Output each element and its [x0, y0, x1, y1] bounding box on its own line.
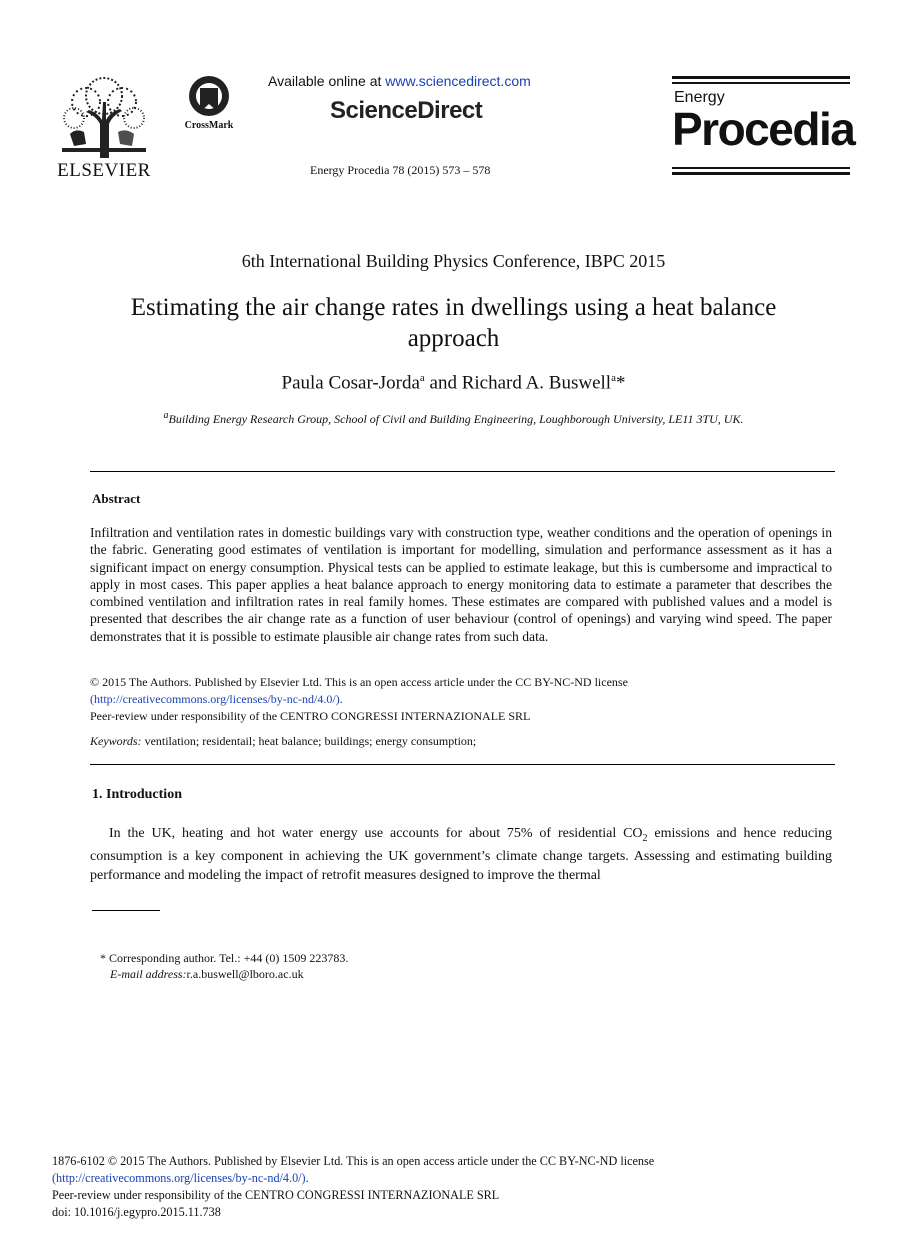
author-name: Richard A. Buswell: [461, 372, 612, 394]
affiliation-text: Building Energy Research Group, School of Civil and Building Engineering, Loughborough University, LE11 3TU, UK.: [168, 412, 744, 426]
energy-procedia-logo: [672, 74, 855, 178]
affiliation-marker: a: [611, 372, 616, 384]
author-joiner: and: [424, 372, 462, 394]
corresponding-marker: *: [615, 372, 626, 394]
doi[interactable]: doi: 10.1016/j.egypro.2015.11.738: [52, 1205, 221, 1219]
intro-text-part: emissions and hence reducing consumption is a key component in achieving the UK government’s climate change targets. Assessing and estimating building performance and modeling the impact of retrofit measures designed to improve the thermal: [90, 826, 832, 883]
logo-rule: [672, 167, 850, 169]
elsevier-tree-icon: [56, 72, 152, 158]
elsevier-logo: [56, 72, 152, 180]
email-address[interactable]: r.a.buswell@lboro.ac.uk: [186, 967, 304, 981]
footer-copyright: 1876-6102 © 2015 The Authors. Published by Elsevier Ltd. This is an open access article under the CC BY-NC-ND license: [52, 1154, 655, 1168]
logo-rule: [672, 172, 850, 175]
author-name: Paula Cosar-Jorda: [281, 372, 420, 394]
journal-reference: Energy Procedia 78 (2015) 573 – 578: [310, 163, 491, 177]
logo-procedia-text: Procedia: [672, 103, 855, 155]
title-line: Estimating the air change rates in dwellings using a heat balance: [130, 294, 777, 321]
page-footer: [52, 1153, 852, 1221]
footer-peer-review: Peer-review under responsibility of the CENTRO CONGRESSI INTERNAZIONALE SRL: [52, 1188, 500, 1202]
subscript: 2: [642, 832, 648, 844]
keywords-label: Keywords:: [90, 734, 142, 748]
keywords-list: ventilation; residentail; heat balance; buildings; energy consumption;: [141, 734, 477, 748]
title-line: approach: [407, 325, 500, 352]
corresponding-author-note: * Corresponding author. Tel.: +44 (0) 1509 223783.: [100, 951, 349, 965]
copyright-notice: [90, 674, 832, 725]
affiliation-marker: a: [419, 372, 425, 384]
sciencedirect-brand: ScienceDirect: [330, 97, 483, 124]
logo-rule: [672, 76, 850, 79]
section-divider: [90, 764, 835, 765]
footer-license-link[interactable]: (http://creativecommons.org/licenses/by-nc-nd/4.0/): [52, 1171, 306, 1185]
email-label: E-mail address:: [110, 967, 187, 981]
affiliation-marker: a: [163, 410, 169, 421]
sciencedirect-link[interactable]: www.sciencedirect.com: [385, 73, 531, 89]
introduction-heading: 1. Introduction: [92, 787, 182, 802]
crossmark-badge[interactable]: [180, 74, 238, 134]
footer-link-suffix: .: [305, 1171, 309, 1185]
logo-energy-text: Energy: [674, 89, 725, 106]
author-list: [0, 372, 907, 394]
email-note: [110, 967, 304, 982]
paper-title: [0, 292, 907, 354]
crossmark-label: CrossMark: [184, 120, 234, 131]
elsevier-wordmark: ELSEVIER: [57, 160, 151, 181]
section-divider: [90, 471, 835, 472]
conference-name: 6th International Building Physics Conference, IBPC 2015: [241, 251, 666, 271]
copyright-line: © 2015 The Authors. Published by Elsevier Ltd. This is an open access article under the CC BY-NC-ND license: [90, 675, 628, 689]
crossmark-icon: [180, 74, 238, 120]
footnote-rule: [92, 910, 160, 911]
license-link[interactable]: (http://creativecommons.org/licenses/by-nc-nd/4.0/): [90, 692, 340, 706]
intro-text-part: In the UK, heating and hot water energy use accounts for about 75% of residential CO: [109, 826, 643, 841]
keywords: [90, 734, 832, 749]
abstract-text: Infiltration and ventilation rates in domestic buildings vary with construction type, weather conditions and the operation of openings in the fabric. Generating good estimates of ventilation is important for modelling, simulation and performance assessment as it has a significant impact on energy consumption. Physical tests can be applied to estimate leakage, but this is cumbersome and impractical to apply in most cases. This paper applies a heat balance approach to energy monitoring data to estimate a parameter that describes the combined ventilation and infiltration rates in real family homes. These estimates are compared with published values and a model is presented that describes the air change rate as a function of user behaviour (control of openings) and varying wind speed. The paper demonstrates that it is possible to estimate plausible air change rates from such data.: [90, 525, 832, 644]
logo-rule: [672, 82, 850, 84]
affiliation: [0, 410, 907, 427]
available-online: [268, 73, 558, 89]
introduction-text: [90, 825, 832, 885]
peer-review-note: Peer-review under responsibility of the CENTRO CONGRESSI INTERNAZIONALE SRL: [90, 709, 531, 723]
abstract-heading: Abstract: [92, 491, 141, 506]
available-prefix: Available online at: [268, 73, 386, 89]
license-suffix: .: [339, 692, 343, 706]
